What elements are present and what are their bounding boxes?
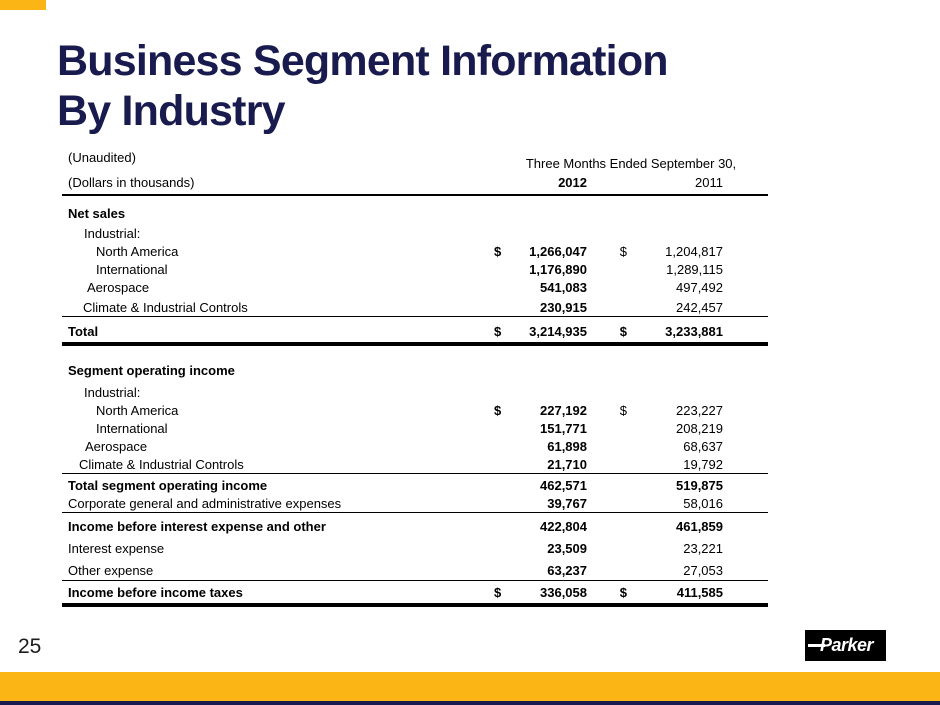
table-row [62,260,768,278]
dollar-sign-2011: $ [619,243,627,259]
row-label: Industrial: [84,384,141,400]
dollar-sign-2011: $ [619,323,627,339]
value-2012: 227,192 [540,402,587,418]
value-2012: 21,710 [547,456,587,472]
table-row [62,361,768,379]
value-2012: 151,771 [540,420,587,436]
row-label: Net sales [68,205,126,221]
column-header-2012: 2012 [558,175,587,190]
column-header-2011: 2011 [695,175,723,190]
dollar-sign-2011: $ [619,584,627,600]
row-label: International [96,420,168,436]
table-row [62,494,768,512]
table-row [62,224,768,242]
page-title [57,36,668,136]
value-2011: 1,289,115 [666,261,723,277]
dollar-sign-2012: $ [494,323,502,339]
row-label: North America [96,243,179,259]
table-header-row-2 [62,169,768,196]
value-2011: 411,585 [676,584,723,600]
row-label: Total [68,323,99,339]
page-number: 25 [18,635,42,658]
table-row [62,455,768,473]
row-label: Corporate general and administrative expenses [68,495,342,511]
row-label: North America [96,402,179,418]
thin-divider [62,580,768,581]
table-row [62,278,768,296]
table-row [62,476,768,494]
value-2011: 3,233,881 [665,323,723,339]
value-2012: 3,214,935 [529,323,587,339]
title-line-2: By Industry [57,87,285,135]
value-2012: 1,266,047 [529,243,587,259]
row-label: Total segment operating income [68,477,268,493]
dollars-in-thousands-label: (Dollars in thousands) [68,175,195,190]
logo-wordmark: Parker [820,635,874,655]
bottom-accent-bar [0,672,940,701]
row-label: Climate & Industrial Controls [79,456,244,472]
value-2011: 497,492 [676,279,723,295]
table-row [62,419,768,437]
row-label: Income before income taxes [68,584,243,600]
thin-divider [62,316,768,317]
row-label: Aerospace [85,438,148,454]
parker-logo [805,630,886,661]
value-2012: 336,058 [540,584,587,600]
dollar-sign-2012: $ [494,402,502,418]
table-row [62,516,768,536]
table-row [62,242,768,260]
dollar-sign-2012: $ [494,584,502,600]
row-label: Segment operating income [68,362,235,378]
value-2011: 242,457 [676,299,723,315]
value-2011: 68,637 [683,438,723,454]
value-2011: 208,219 [676,420,723,436]
row-label: Income before interest expense and other [68,518,326,534]
row-label: Other expense [68,562,154,578]
value-2012: 541,083 [540,279,587,295]
table-row [62,298,768,316]
value-2012: 39,767 [547,495,587,511]
value-2011: 27,053 [683,562,723,578]
value-2012: 230,915 [540,299,587,315]
value-2012: 462,571 [540,477,587,493]
table-row [62,383,768,401]
value-2011: 19,792 [683,456,723,472]
table-row [62,583,768,601]
financial-table [62,149,768,607]
value-2012: 23,509 [547,540,587,556]
table-row [62,560,768,580]
value-2011: 1,204,817 [665,243,723,259]
table-row [62,538,768,558]
value-2011: 223,227 [676,402,723,418]
value-2011: 461,859 [676,518,723,534]
table-row [62,322,768,340]
row-label: Interest expense [68,540,165,556]
table-row [62,437,768,455]
dollar-sign-2012: $ [494,243,502,259]
table-header-row-1 [62,149,768,169]
thick-divider [62,603,768,607]
value-2011: 58,016 [683,495,723,511]
value-2012: 1,176,890 [529,261,587,277]
thin-divider [62,473,768,474]
bottom-navy-line [0,701,940,705]
table-row [62,204,768,222]
title-line-1: Business Segment Information [57,37,668,85]
value-2012: 61,898 [547,438,587,454]
thin-divider [62,512,768,513]
row-label: Aerospace [87,279,150,295]
value-2012: 63,237 [547,562,587,578]
row-label: Industrial: [84,225,141,241]
row-label: International [96,261,168,277]
top-left-accent-bar [0,0,46,10]
period-header: Three Months Ended September 30, [525,156,737,171]
table-body [62,204,768,607]
dollar-sign-2011: $ [619,402,627,418]
value-2012: 422,804 [540,518,587,534]
unaudited-label: (Unaudited) [68,150,136,165]
value-2011: 519,875 [676,477,723,493]
thick-divider [62,342,768,346]
table-row [62,401,768,419]
value-2011: 23,221 [683,540,723,556]
row-label: Climate & Industrial Controls [83,299,248,315]
